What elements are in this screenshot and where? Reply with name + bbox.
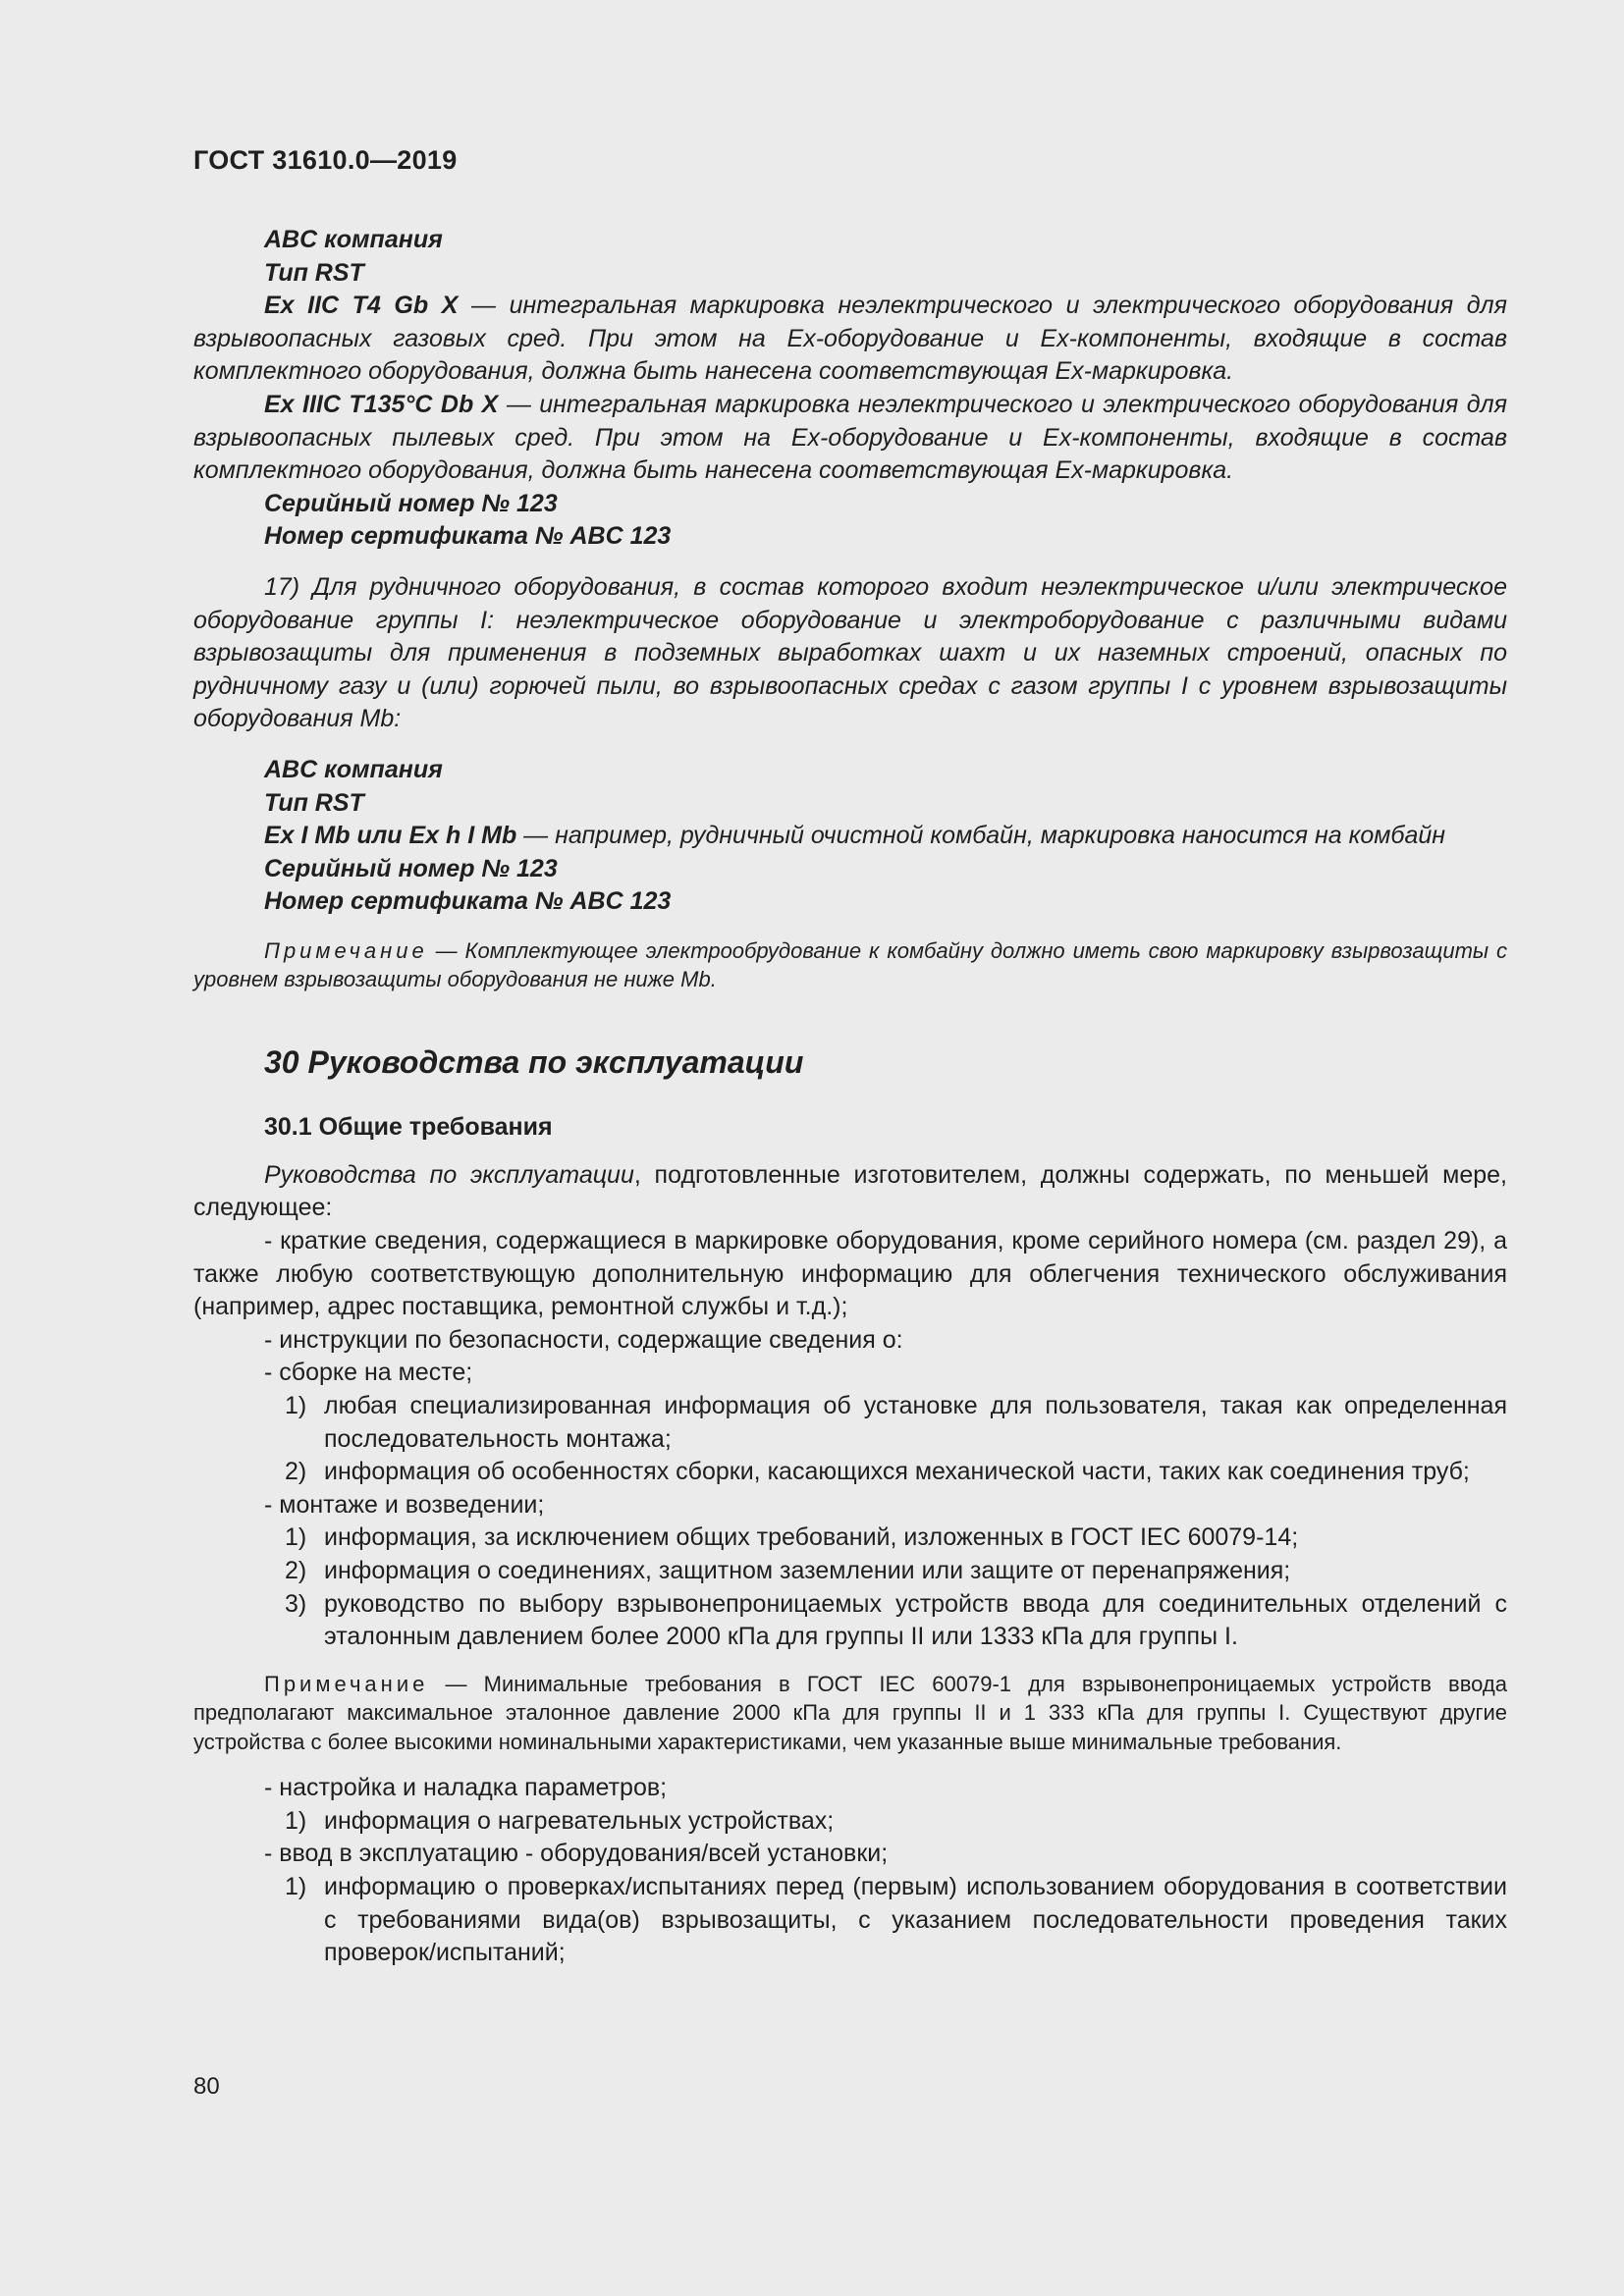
item-text: информация, за исключением общих требований, изложенных в ГОСТ IEC 60079-14;: [324, 1523, 1299, 1552]
document-page: [193, 0, 1507, 2296]
list-dash-1: - краткие сведения, содержащиеся в маркировке оборудования, кроме серийного номера (см. раздел 29), а также любую соответствующую дополнительную информацию для облегчения технического обслуживания (например, адрес поставщика, ремонтной службы и т.д.);: [193, 1227, 1507, 1321]
install-item: [193, 1522, 1507, 1555]
item-text: информация о соединениях, защитном заземлении или защите от перенапряжения;: [324, 1557, 1291, 1584]
list-dash-6: - ввод в эксплуатацию - оборудования/всей установки;: [264, 1840, 889, 1868]
mining-type: Тип RST: [264, 788, 364, 817]
list-dash-4: - монтаже и возведении;: [264, 1490, 545, 1519]
dust-marking-paragraph: [193, 389, 1507, 488]
tuning-item: [193, 1805, 1507, 1839]
note-1-text: — Комплектующее электрообрудование к комбайну должно иметь свою маркировку взырвозащиты с уровнем взрывозащиты оборудования не ниже Mb.: [193, 937, 1507, 992]
item-text: любая специализированная информация об установке для пользователя, такая как определенная последовательность монтажа;: [324, 1392, 1507, 1453]
item-number: 3): [285, 1589, 307, 1618]
marking-certificate: Номер сертификата № ABC 123: [264, 522, 672, 551]
install-item: [193, 1588, 1507, 1654]
document-header: ГОСТ 31610.0—2019: [193, 145, 458, 175]
install-item: [193, 1555, 1507, 1588]
item-number: 1): [285, 1392, 307, 1420]
item-number: 1): [285, 1873, 307, 1901]
item-number: 2): [285, 1557, 307, 1584]
section-30-title: 30 Руководства по эксплуатации: [264, 1043, 804, 1080]
intro-text: , подготовленные изготовителем, должны содержать, по меньшей мере, следующее:: [193, 1160, 1507, 1222]
gas-marking-text: — интегральная маркировка неэлектрического и электрического оборудования для взрывоопасных газовых сред. При этом на Ex-оборудование и Ex-компоненты, входящие в состав комплектного оборудования, должна быть нанесена соответствующая Ex-маркировка.: [193, 292, 1507, 386]
note-2: [193, 1670, 1507, 1757]
gas-marking-code: Ex IIC T4 Gb X: [264, 292, 459, 320]
note-1: [193, 936, 1507, 994]
gas-marking-paragraph: [193, 290, 1507, 389]
note-2-text: — Минимальные требования в ГОСТ IEC 60079-1 для взрывонепроницаемых устройств ввода предполагают максимальное эталонное давление 2000 кПа для группы II и 1 333 кПа для группы I. Существуют другие устройства с более высокими номинальными характеристиками, чем указанные выше минимальные требования.: [193, 1671, 1507, 1754]
marking-type: Тип RST: [264, 258, 364, 287]
item-17-paragraph: 17) Для рудничного оборудования, в состав которого входит неэлектрическое и/или электрическое оборудование группы I: неэлектрическое оборудование и электроборудование с различными видами взрывозащиты для применения в подземных выработках шахт и их наземных строений, опасных по рудничному газу и (или) горючей пыли, во взрывоопасных средах с газом группы I с уровнем взрывозащиты оборудования Mb:: [193, 572, 1507, 733]
assembly-item: [193, 1456, 1507, 1489]
list-dash-5: - настройка и наладка параметров;: [264, 1774, 668, 1802]
mining-serial: Серийный номер № 123: [264, 854, 558, 882]
commission-item: [193, 1871, 1507, 1970]
mining-company: ABC компания: [264, 755, 443, 783]
document-body: [193, 224, 1507, 1970]
item-text: информация об особенностях сборки, касающихся механической части, таких как соединения труб;: [324, 1458, 1470, 1486]
dust-marking-code: Ex IIIC T135°C Db X: [264, 390, 499, 418]
intro-term: Руководства по эксплуатации: [264, 1160, 634, 1189]
marking-serial: Серийный номер № 123: [264, 489, 558, 517]
assembly-item: [193, 1390, 1507, 1456]
mining-marking-text: — например, рудничный очистной комбайн, маркировка наносится на комбайн: [516, 822, 1446, 850]
section-30-1-title: 30.1 Общие требования: [264, 1112, 553, 1141]
mining-marking-code: Ex I Mb или Ex h I Mb: [264, 822, 517, 850]
page-number: 80: [193, 2073, 220, 2100]
mining-marking-paragraph: [193, 820, 1507, 853]
item-number: 2): [285, 1458, 307, 1486]
note-2-label: Примечание: [264, 1671, 429, 1696]
list-dash-3: - сборке на месте;: [264, 1359, 473, 1387]
mining-certificate: Номер сертификата № ABC 123: [264, 887, 672, 916]
item-number: 1): [285, 1523, 307, 1552]
marking-company: ABC компания: [264, 226, 443, 253]
section-30-intro: [193, 1159, 1507, 1225]
dust-marking-text: — интегральная маркировка неэлектрического и электрического оборудования для взрывоопасных пылевых сред. При этом на Ex-оборудование и Ex-компоненты, входящие в состав комплектного оборудования, должна быть нанесена соответствующая Ex-маркировка.: [193, 390, 1508, 485]
item-text: информацию о проверках/испытаниях перед (первым) использованием оборудования в соответствии с требованиями вида(ов) взрывозащиты, с указанием последовательности проведения таких проверок/испытаний;: [324, 1873, 1507, 1967]
list-dash-2: - инструкции по безопасности, содержащие сведения о:: [264, 1325, 903, 1354]
item-text: информация о нагревательных устройствах;: [324, 1806, 835, 1835]
item-number: 1): [285, 1806, 307, 1835]
item-text: руководство по выбору взрывонепроницаемых устройств ввода для соединительных отделений с эталонным давлением более 2000 кПа для группы II или 1333 кПа для группы I.: [324, 1589, 1507, 1651]
note-1-label: Примечание: [264, 937, 428, 963]
